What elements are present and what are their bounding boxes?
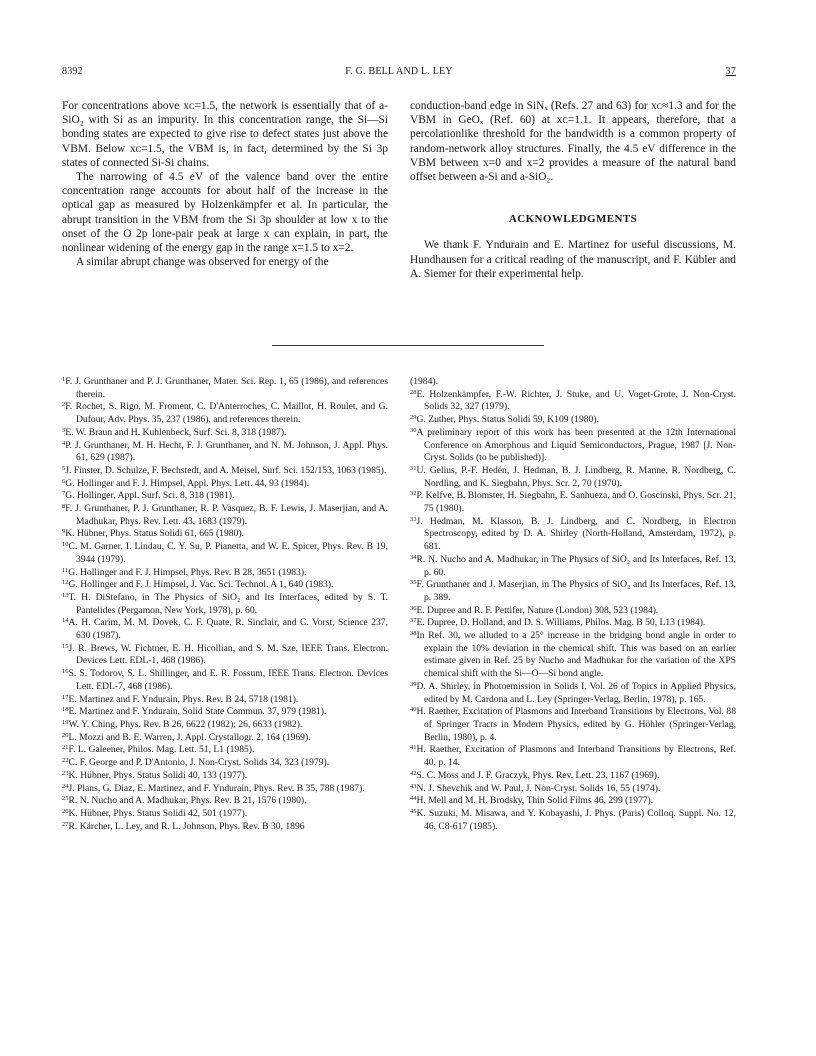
reference-number: 31	[410, 464, 417, 472]
reference-entry	[62, 808, 388, 821]
reference-entry	[410, 414, 736, 427]
body-paragraph: conduction-band edge in SiNₓ (Refs. 27 and 63) for xᴄ≈1.3 and for the VBM in GeOₓ (Ref. 60) at xᴄ=1.1. It appears, therefore, that a percolationlike threshold for the bandwidth is a common property of random-network alloy structures. Finally, the 4.5 eV difference in the VBM between x=0 and x=2 provides a measure of the natural band offset between a-Si and a-SiO₂.	[410, 100, 736, 184]
reference-entry	[410, 490, 736, 515]
reference-entry	[62, 503, 388, 528]
reference-text: F. Rochet, S. Rigo, M. Froment, C. D'Anterroches, C. Maillot, H. Roulet, and G. Dufour, Adv. Phys. 35, 237 (1986), and references therein.	[65, 401, 388, 426]
reference-entry	[62, 732, 388, 745]
reference-entry	[62, 465, 388, 478]
body-paragraph: The narrowing of 4.5 eV of the valence band over the entire concentration range accounts for about half of the increase in the optical gap as measured by Holzenkämpfer et al. In particular, the abrupt transition in the VBM from the Si 3p shoulder at low x to the onset of the O 2p lone-pair peak at large x can explain, in part, the nonlinear widening of the energy gap in the range x=1.5 to x=2.	[62, 171, 388, 255]
reference-number: 42	[410, 769, 417, 777]
reference-entry	[62, 528, 388, 541]
reference-entry	[62, 744, 388, 757]
running-title: F. G. BELL AND L. LEY	[345, 66, 453, 77]
reference-text: E. Dupree and R. F. Pettifer, Nature (London) 308, 523 (1984).	[416, 604, 659, 616]
reference-number: 30	[410, 426, 417, 434]
reference-text: E. Holzenkämpfer, F.-W. Richter, J. Stuke, and U. Voget-Grote, J. Non-Cryst. Solids 32, 327 (1979).	[416, 388, 736, 413]
reference-number: 19	[62, 718, 69, 726]
reference-number: 44	[410, 795, 417, 803]
reference-text: H. Raether, Excitation of Plasmons and Interband Transitions by Electrons, Vol. 88 of Springer Tracts in Modern Physics, edited by G. Höhler (Springer-Verlag, Berlin, 1980), p. 4.	[416, 706, 736, 743]
reference-number: 36	[410, 604, 417, 612]
reference-entry	[62, 376, 388, 401]
section-divider	[272, 345, 544, 346]
reference-text: F. Grunthaner and J. Maserjian, in The Physics of SiO₂ and Its Interfaces, Ref. 13, p. 389.	[416, 579, 736, 603]
reference-text: G. Zuther, Phys. Status Solidi 59, K109 (1980).	[416, 414, 599, 426]
reference-entry	[62, 490, 388, 503]
reference-text: G. Hollinger, Appl. Surf. Sci. 8, 318 (1981).	[65, 490, 235, 502]
reference-entry	[62, 706, 388, 719]
reference-text: S. C. Moss and J. F. Graczyk, Phys. Rev. Lett. 23, 1167 (1969).	[416, 769, 660, 781]
reference-number: 12	[62, 579, 69, 587]
reference-number: 5	[62, 464, 66, 472]
reference-text: P. J. Grunthaner, M. H. Hecht, F. J. Grunthaner, and N. M. Johnson, J. Appl. Phys. 61, 629 (1987).	[65, 439, 388, 464]
reference-text: E. Martinez and F. Yndurain, Solid State Commun. 37, 979 (1981).	[68, 706, 327, 718]
reference-entry	[62, 478, 388, 491]
page-number: 8392	[62, 66, 83, 77]
reference-number: 6	[62, 477, 66, 485]
reference-entry	[410, 770, 736, 783]
reference-text: A preliminary report of this work has been presented at the 12th International Conference on Amorphous and Liquid Semiconductors, Prague, 1987 [J. Non-Cryst. Solids (to be published)].	[416, 426, 736, 464]
reference-entry	[410, 783, 736, 796]
reference-entry	[62, 617, 388, 642]
reference-number: 34	[410, 553, 417, 561]
reference-text: (1984).	[410, 376, 438, 387]
reference-text: G. Hollinger and F. J. Himpsel, Appl. Phys. Lett. 44, 93 (1984).	[65, 477, 310, 489]
reference-entry	[62, 541, 388, 566]
reference-number: 10	[62, 541, 69, 549]
reference-text: H. Raether, Excitation of Plasmons and Interband Transitions by Electrons, Ref. 40, p. 14.	[416, 744, 736, 769]
reference-entry	[410, 681, 736, 706]
reference-text: W. Y. Ching, Phys. Rev. B 26, 6622 (1982); 26, 6633 (1982).	[68, 718, 303, 730]
reference-text: J. Hedman, M. Klasson, B. J. Lindberg, and C. Nordberg, in Electron Spectroscopy, edited by D. A. Shirley (North-Holland, Amsterdam, 1972), p. 681.	[416, 515, 736, 553]
reference-entry	[62, 567, 388, 580]
reference-number: 38	[410, 630, 417, 638]
reference-number: 24	[62, 782, 69, 790]
reference-text: H. Mell and M. H. Brodsky, Thin Solid Films 46, 299 (1977).	[416, 795, 654, 807]
reference-text: J. Plans, G. Diaz, E. Martinez, and F. Yndurain, Phys. Rev. B 35, 788 (1987).	[68, 782, 365, 794]
reference-number: 8	[62, 503, 66, 511]
reference-number: 29	[410, 414, 417, 422]
reference-text: R. N. Nucho and A. Madhukar, Phys. Rev. B 21, 1576 (1980).	[68, 795, 307, 807]
reference-entry	[62, 821, 388, 834]
reference-text: T. H. DiStefano, in The Physics of SiO₂ and Its Interfaces, edited by S. T. Pantelides (Pergamon, New York, 1978), p. 60.	[68, 591, 388, 616]
reference-text: F. J. Grunthaner and P. J. Grunthaner, Mater. Sci. Rep. 1, 65 (1986), and references therein.	[65, 376, 388, 400]
reference-text: P. Kelfve, B. Blomster, H. Siegbahn, E. Sanhueza, and O. Goscinski, Phys. Scr. 21, 75 (1980).	[416, 490, 736, 515]
reference-entry	[62, 694, 388, 707]
reference-number: 17	[62, 693, 69, 701]
reference-text: C. M. Garner, I. Lindau, C. Y. Su, P. Pianetta, and W. E. Spicer, Phys. Rev. B 19, 3944 (1979).	[68, 541, 388, 565]
reference-text: In Ref. 30, we alluded to a 25° increase in the bridging bond angle in order to explain the 10% deviation in the chemical shift. This was based on an earlier estimate given in Ref. 25 by Nucho and Madhukar for the variation of the XPS chemical shift with the Si—O—Si bond angle.	[416, 630, 736, 680]
reference-entry	[62, 643, 388, 668]
reference-text: G. Hollinger and F. J. Himpsel, J. Vac. Sci. Technol. A 1, 640 (1983).	[68, 579, 334, 591]
reference-number: 7	[62, 490, 66, 498]
reference-entry	[410, 376, 736, 389]
body-column-left	[62, 99, 388, 269]
reference-entry	[62, 795, 388, 808]
reference-entry	[62, 719, 388, 732]
reference-text: J. R. Brews, W. Fichtner, E. H. Hicollian, and S. M. Sze, IEEE Trans. Electron. Devices Lett. EDL-1, 468 (1986).	[68, 642, 388, 667]
reference-entry	[62, 440, 388, 465]
reference-text: S. S. Todorov, S. L. Shillinger, and E. R. Fossum, IEEE Trans. Electron. Devices Lett. EDL-7, 468 (1986).	[68, 668, 388, 692]
reference-entry	[62, 401, 388, 426]
reference-text: R. N. Nucho and A. Madhukar, in The Physics of SiO₂ and Its Interfaces, Ref. 13, p. 60.	[416, 553, 736, 578]
reference-number: 43	[410, 782, 417, 790]
reference-number: 18	[62, 706, 69, 714]
acknowledgments-text: We thank F. Yndurain and E. Martinez for useful discussions, M. Hundhausen for a critical reading of the manuscript, and F. Kübler and A. Siemer for their experimental help.	[410, 239, 736, 280]
reference-text: K. Hübner, Phys. Status Solidi 40, 133 (1977).	[68, 769, 248, 781]
reference-text: D. A. Shirley, in Photoemission in Solids I, Vol. 26 of Topics in Applied Physics, edited by M. Cardona and L. Ley (Springer-Verlag, Berlin, 1978), p. 165.	[416, 680, 736, 705]
reference-number: 9	[62, 528, 66, 536]
reference-number: 13	[62, 591, 69, 599]
reference-entry	[62, 427, 388, 440]
reference-entry	[62, 770, 388, 783]
reference-text: E. W. Braun and H. Kuhlenbeck, Surf. Sci. 8, 318 (1987).	[65, 426, 287, 438]
reference-text: F. L. Galeener, Philos. Mag. Lett. 51, L1 (1985).	[68, 744, 255, 756]
reference-number: 28	[410, 388, 417, 396]
reference-number: 37	[410, 617, 417, 625]
reference-text: J. Finster, D. Schulze, F. Bechstedt, and A. Meisel, Surf. Sci. 152/153, 1063 (1985).	[65, 464, 387, 476]
reference-text: L. Mozzi and B. E. Warren, J. Appl. Crystallogr. 2, 164 (1969).	[68, 731, 311, 743]
reference-text: K. Hübner, Phys. Status Solidi 42, 501 (1977).	[68, 807, 248, 819]
page-header	[62, 66, 736, 80]
reference-entry	[62, 579, 388, 592]
reference-number: 40	[410, 706, 417, 714]
reference-entry	[410, 427, 736, 465]
reference-entry	[410, 744, 736, 769]
reference-number: 32	[410, 490, 417, 498]
reference-entry	[410, 808, 736, 833]
reference-number: 23	[62, 769, 69, 777]
reference-entry	[62, 668, 388, 693]
body-paragraph: A similar abrupt change was observed for energy of the	[76, 256, 329, 269]
reference-number: 20	[62, 731, 69, 739]
body-column-right	[410, 99, 736, 281]
reference-number: 21	[62, 744, 69, 752]
reference-entry	[410, 605, 736, 618]
reference-entry	[62, 592, 388, 617]
reference-entry	[410, 706, 736, 744]
reference-number: 45	[410, 807, 417, 815]
reference-number: 41	[410, 744, 417, 752]
reference-entry	[410, 630, 736, 681]
reference-text: U. Gelius, P.-F. Hedén, J. Hedman, B. J. Lindberg, R. Manne, R. Nordberg, C. Nordling, and K. Siegbahn, Phys. Scr. 2, 70 (1970).	[416, 464, 736, 489]
reference-text: N. J. Shevchik and W. Paul, J. Non-Cryst. Solids 16, 55 (1974).	[416, 782, 661, 794]
reference-number: 39	[410, 680, 417, 688]
reference-text: E. Dupree, D. Holland, and D. S. Williams, Philos. Mag. B 50, L13 (1984).	[416, 617, 706, 629]
reference-text: K. Hübner, Phys. Status Solidi 61, 665 (1980).	[65, 528, 244, 540]
reference-entry	[410, 465, 736, 490]
body-paragraph: For concentrations above xᴄ=1.5, the network is essentially that of a-SiO₂ with Si as an impurity. In this concentration range, the Si—Si bonding states are expected to give rise to defect states just above the VBM. Below xᴄ=1.5, the VBM is, in fact, determined by the Si 3p states of connected Si-Si chains.	[62, 100, 388, 169]
reference-text: K. Suzuki, M. Misawa, and Y. Kobayashi, J. Phys. (Paris) Colloq. Suppl. No. 12, 46, C8-617 (1985).	[416, 807, 736, 832]
reference-entry	[410, 795, 736, 808]
reference-text: C. F. George and P. D'Antonio, J. Non-Cryst. Solids 34, 323 (1979).	[68, 757, 330, 769]
volume-number: 37	[725, 66, 736, 77]
reference-number: 4	[62, 439, 66, 447]
references-column-left	[62, 376, 388, 833]
reference-entry	[410, 554, 736, 579]
reference-entry	[62, 757, 388, 770]
reference-number: 2	[62, 401, 66, 409]
reference-number: 27	[62, 820, 69, 828]
references-column-right	[410, 376, 736, 833]
reference-number: 16	[62, 668, 69, 676]
reference-number: 3	[62, 426, 66, 434]
reference-text: F. J. Grunthaner, P. J. Grunthaner, R. P. Vasquez, B. F. Lewis, J. Maserjian, and A. Madhukar, Phys. Rev. Lett. 43, 1683 (1979).	[65, 503, 388, 527]
reference-text: G. Hollinger and F. J. Himpsel, Phys. Rev. B 28, 3651 (1983).	[68, 566, 307, 578]
reference-entry	[62, 783, 388, 796]
reference-number: 25	[62, 795, 69, 803]
reference-text: E. Martinez and F. Yndurain, Phys. Rev. B 24, 5718 (1981).	[68, 693, 299, 705]
reference-number: 1	[62, 376, 66, 383]
reference-text: A. H. Carim, M. M. Dovek, C. F. Quate, R. Sinclair, and C. Vorst, Science 237, 630 (1987).	[68, 617, 388, 642]
reference-number: 35	[410, 579, 417, 587]
reference-entry	[410, 516, 736, 554]
reference-number: 26	[62, 807, 69, 815]
reference-number: 14	[62, 617, 69, 625]
reference-number: 22	[62, 757, 69, 765]
acknowledgments-heading: ACKNOWLEDGMENTS	[508, 213, 638, 226]
reference-number: 33	[410, 515, 417, 523]
reference-number: 15	[62, 642, 69, 650]
reference-entry	[410, 389, 736, 414]
reference-entry	[410, 579, 736, 604]
reference-number: 11	[62, 566, 69, 574]
reference-text: R. Kärcher, L. Ley, and R. L. Johnson, Phys. Rev. B 30, 1896	[68, 820, 305, 832]
reference-entry	[410, 617, 736, 630]
